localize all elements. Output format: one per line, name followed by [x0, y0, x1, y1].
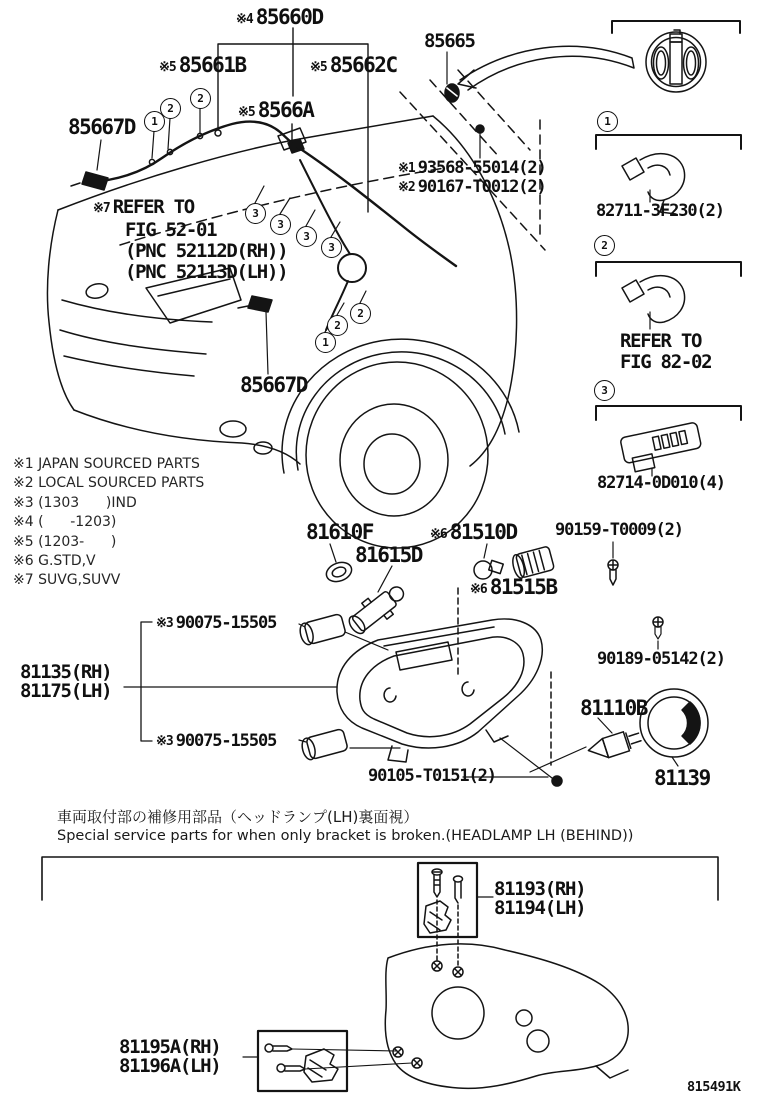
circled-marker-3: 3 [594, 380, 615, 401]
legend-row: ※5 (1203- ) [13, 533, 117, 550]
part-label-81195a: 81195A(RH) [119, 1036, 221, 1058]
service-note-japanese: 車両取付部の補修用部品（ヘッドランプ(LH)裏面視） [57, 808, 419, 826]
part-label-90075-top: ※3 90075-15505 [156, 613, 277, 633]
part-label-85661b: ※5 85661B [159, 53, 246, 77]
circled-marker-3: 3 [321, 237, 342, 258]
part-label-81193: 81193(RH) [494, 878, 586, 900]
service-note-english: Special service parts for when only bracket is broken.(HEADLAMP LH (BEHIND)) [57, 828, 634, 844]
legend-row: ※6 G.STD,V [13, 553, 96, 570]
part-label-90159: 90159-T0009(2) [555, 520, 683, 540]
figure-code: 815491K [687, 1079, 741, 1095]
part-label-81175: 81175(LH) [20, 680, 112, 702]
legend-row: ※4 ( -1203) [13, 514, 117, 531]
part-label-85667d-top: 85667D [68, 115, 135, 139]
legend-row: ※1 JAPAN SOURCED PARTS [13, 456, 200, 472]
circled-marker-2: 2 [160, 98, 181, 119]
refer-fig-82-02: REFER TO FIG 82-02 [620, 330, 712, 373]
part-label-81515b: ※6 81515B [470, 575, 557, 599]
circled-marker-3: 3 [270, 214, 291, 235]
circled-marker-2: 2 [594, 235, 615, 256]
circled-marker-2: 2 [190, 88, 211, 109]
circled-marker-3: 3 [296, 226, 317, 247]
circled-marker-2: 2 [350, 303, 371, 324]
part-label-81196a: 81196A(LH) [119, 1055, 221, 1077]
legend-row: ※2 LOCAL SOURCED PARTS [13, 475, 205, 492]
part-label-90189: 90189-05142(2) [597, 649, 725, 669]
circled-marker-3: 3 [245, 203, 266, 224]
part-label-85667d-mid: 85667D [240, 373, 307, 397]
legend-row: ※3 (1303 )IND [13, 494, 137, 511]
part-label-90105: 90105-T0151(2) [368, 766, 496, 786]
right-column-parts [596, 21, 741, 476]
part-label-81194: 81194(LH) [494, 897, 586, 919]
clip-refer-82-02 [622, 276, 685, 329]
legend-notes [13, 455, 204, 591]
part-label-81510d: ※6 81510D [430, 520, 517, 544]
part-label-90075-bot: ※3 90075-15505 [156, 731, 277, 751]
part-label-85665: 85665 [424, 30, 475, 52]
part-label-85662c: ※5 85662C [310, 53, 397, 77]
part-label-81615d: 81615D [355, 543, 422, 567]
circled-marker-1: 1 [597, 111, 618, 132]
part-label-81610f: 81610F [306, 520, 373, 544]
part-label-8566a: ※5 8566A [238, 98, 314, 122]
circled-marker-2: 2 [327, 315, 348, 336]
part-label-90167: ※2 90167-T0012(2) [398, 177, 546, 197]
legend-row: ※7 SUVG,SUVV [13, 572, 121, 589]
part-label-93568: ※1 93568-55014(2) [398, 158, 546, 178]
refer-fig-52-01: ※7 REFER TO FIG 52-01 (PNC 52112D(RH)) (PNC 52113D(LH)) [93, 196, 288, 283]
circled-marker-1: 1 [315, 332, 336, 353]
part-label-82711: 82711-3F230(2) [596, 201, 724, 221]
part-label-81110b: 81110B [580, 696, 647, 720]
part-label-82714: 82714-0D010(4) [597, 473, 725, 493]
circled-marker-1: 1 [144, 111, 165, 132]
part-label-81135: 81135(RH) [20, 661, 112, 683]
connector-82714 [620, 422, 704, 473]
part-label-85660d: ※4 85660D [236, 5, 323, 29]
part-label-81139: 81139 [654, 766, 710, 790]
